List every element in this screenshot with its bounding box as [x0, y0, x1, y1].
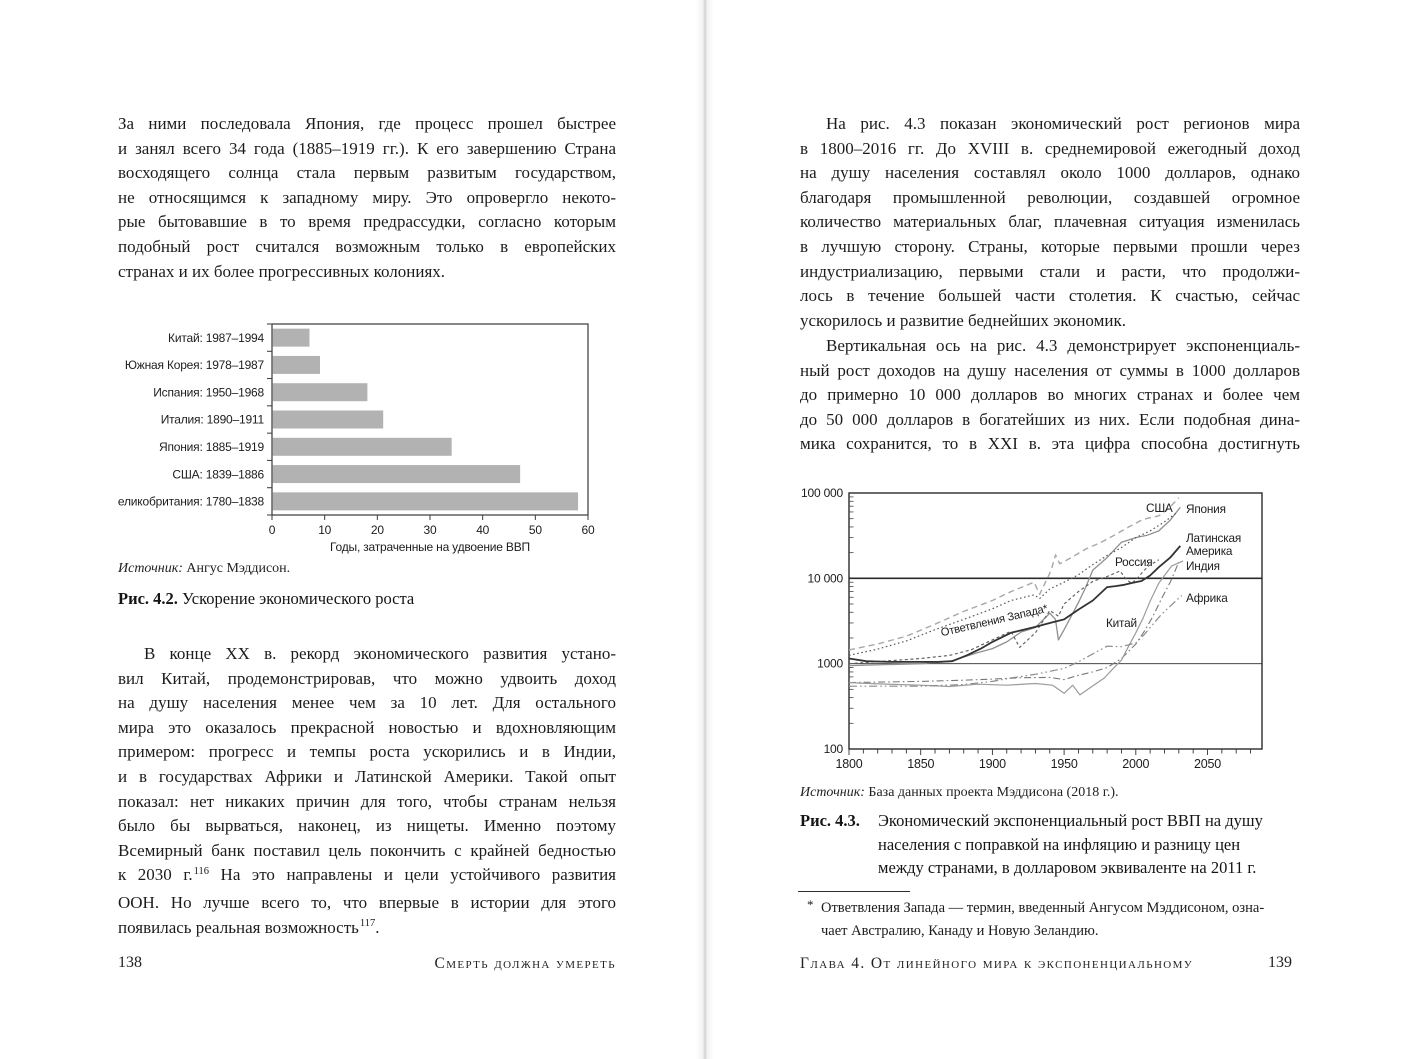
text-line: мика сохранится, то в XXI в. эта цифра способна достигнуть: [800, 434, 1300, 454]
text-line: чает Австралию, Канаду и Новую Зеландию.: [821, 922, 1099, 939]
svg-text:Россия: Россия: [1115, 555, 1153, 569]
svg-text:Латинская: Латинская: [1186, 531, 1242, 545]
svg-text:Италия: 1890–1911: Италия: 1890–1911: [160, 412, 264, 427]
figure-4-2-caption: [118, 587, 616, 611]
text-line: ускорилось и развитие беднейших экономик.: [800, 310, 1126, 330]
text-line: появилась реальная возможность$^{117}$.: [118, 917, 380, 937]
svg-text:30: 30: [423, 523, 437, 537]
figure-4-2-source: [118, 561, 290, 577]
text-line: лось в течение большей части столетия. К счастью, сейчас: [800, 286, 1300, 306]
svg-text:10: 10: [318, 523, 332, 537]
svg-text:100: 100: [823, 742, 843, 756]
page-number-left: 138: [118, 954, 142, 971]
svg-text:США: США: [1146, 501, 1173, 515]
footnote-reference: 116: [193, 865, 210, 877]
running-title-right: Глава 4. От линейного мира к экспоненциальному: [800, 955, 1194, 972]
text-line: до примерно 10 000 долларов во многих странах и более чем: [800, 385, 1300, 405]
svg-text:20: 20: [370, 523, 384, 537]
source-text: База данных проекта Мэддисона (2018 г.).: [864, 785, 1119, 800]
line-chart-svg: [795, 485, 1295, 785]
text-line: Вертикальная ось на рис. 4.3 демонстрирует экспоненциаль-: [826, 336, 1300, 355]
svg-text:1800: 1800: [835, 757, 863, 771]
text-line: на душу населения составлял около 1000 долларов, однако: [800, 163, 1300, 183]
bar-4: [273, 438, 452, 456]
text-line: было бы вырваться, наконец, из нищеты. Именно поэтому: [118, 816, 616, 836]
figure-4-3-caption: [800, 809, 1305, 880]
source-label: Источник:: [118, 561, 183, 576]
right-paragraph-1: [800, 112, 1300, 333]
svg-text:40: 40: [476, 523, 490, 537]
text-line: в лучшую сторону. Страны, которые первыми прошли через: [800, 236, 1300, 256]
svg-text:1000: 1000: [817, 656, 843, 671]
rotated-series-label: Ответвления Запада*: [939, 602, 1049, 640]
svg-text:1900: 1900: [978, 757, 1006, 771]
text-line: не относящимся к западному миру. Это опровергло некото-: [118, 187, 616, 207]
svg-text:Великобритания: 1780–1838: Великобритания: 1780–1838: [118, 494, 264, 509]
text-line: вил Китай, продемонстрировав, что можно удвоить доход: [118, 668, 616, 688]
right-page: [705, 0, 1410, 1059]
svg-text:Япония: 1885–1919: Япония: 1885–1919: [159, 439, 264, 454]
caption-text: [878, 809, 1263, 880]
text-line: и занял всего 34 года (1885–1919 гг.). К его завершению Страна: [118, 138, 616, 158]
svg-text:США: 1839–1886: США: 1839–1886: [172, 467, 264, 482]
bar-1: [273, 356, 320, 374]
left-paragraph-2: [118, 642, 616, 943]
text-line: ный рост доходов на душу населения от суммы в 1000 долларов: [800, 360, 1300, 380]
text-line: На рис. 4.3 показан экономический рост регионов мира: [826, 114, 1300, 133]
svg-text:Япония: Япония: [1186, 502, 1226, 516]
footnote-text: [821, 897, 1323, 942]
svg-text:100 000: 100 000: [801, 486, 843, 500]
svg-text:1850: 1850: [907, 757, 935, 771]
text-line: За ними последовала Япония, где процесс прошел быстрее: [118, 114, 616, 133]
footnote-reference: 117: [359, 918, 376, 930]
text-line: рые бытовавшие в то время предрассудки, согласно которым: [118, 212, 616, 232]
right-paragraph-2: [800, 334, 1300, 457]
running-title-left: Смерть должна умереть: [434, 955, 616, 972]
bar-2: [273, 383, 368, 401]
text-line: восходящего солнца стала первым развитым государством,: [118, 163, 616, 183]
svg-text:2050: 2050: [1193, 757, 1222, 771]
left-paragraph-1: [118, 112, 616, 284]
svg-text:1950: 1950: [1050, 757, 1078, 771]
caption-label: Рис. 4.2.: [118, 589, 178, 608]
footnote-rule: [798, 891, 910, 892]
text-line: между странами, в долларовом эквиваленте на 2011 г.: [878, 858, 1257, 877]
bar-5: [273, 465, 521, 483]
text-line: В конце XX в. рекорд экономического развития устано-: [144, 644, 616, 663]
source-text: Ангус Мэддисон.: [182, 561, 291, 576]
text-line: Всемирный банк поставил цель покончить с крайней бедностью: [118, 840, 616, 860]
caption-text: Ускорение экономического роста: [177, 589, 415, 608]
svg-text:Африка: Африка: [1186, 591, 1228, 605]
svg-text:Южная Корея: 1978–1987: Южная Корея: 1978–1987: [124, 358, 264, 373]
svg-text:Индия: Индия: [1186, 559, 1220, 573]
svg-text:50: 50: [528, 523, 542, 537]
text-line: населения с поправкой на инфляцию и разницу цен: [878, 834, 1241, 854]
bar-6: [273, 492, 578, 510]
text-line: количество материальных благ, плачевная ситуация изменилась: [800, 212, 1300, 232]
svg-text:Годы, затраченные на удвоение: Годы, затраченные на удвоение ВВП: [330, 540, 530, 554]
text-line: до 50 000 долларов в богатейших из них. Если подобная дина-: [800, 409, 1300, 429]
text-line: Ответвления Запада — термин, введенный Ангусом Мэддисоном, озна-: [821, 900, 1265, 916]
text-line: показал: нет никаких причин для того, чтобы странам нельзя: [118, 791, 616, 811]
text-line: странах и их более прогрессивных колониях.: [118, 261, 446, 281]
text-line: примером: прогресс и темпы роста ускорились и в Индии,: [118, 742, 616, 762]
bar-3: [273, 411, 384, 429]
svg-text:10 000: 10 000: [807, 571, 843, 586]
svg-text:0: 0: [268, 523, 276, 537]
text-line: в 1800–2016 гг. До XVIII в. среднемировой ежегодный доход: [800, 138, 1300, 158]
text-line: на душу населения менее чем за 10 лет. Для остального: [118, 693, 616, 713]
svg-text:Америка: Америка: [1186, 544, 1233, 558]
svg-text:Китай: 1987–1994: Китай: 1987–1994: [168, 330, 264, 345]
caption-label: Рис. 4.3.: [800, 811, 860, 830]
text-line: к 2030 г.$^{116}$ На это направлены и цели устойчивого развития: [118, 865, 616, 885]
figure-4-3-source: [800, 785, 1119, 801]
svg-text:60: 60: [581, 523, 595, 537]
page-number-right: 139: [1268, 954, 1292, 971]
text-line: и в государствах Африки и Латинской Америки. Такой опыт: [118, 766, 616, 786]
text-line: благодаря промышленной революции, создавшей огромное: [800, 187, 1300, 207]
svg-text:Испания: 1950–1968: Испания: 1950–1968: [153, 385, 264, 400]
figure-4-2-bar-chart: [118, 318, 622, 564]
bar-0: [273, 329, 310, 347]
footnote-marker: *: [807, 897, 814, 912]
figure-4-3-line-chart: [795, 485, 1295, 785]
footnote: [800, 897, 1323, 942]
text-line: подобный рост считался возможным только в европейских: [118, 236, 616, 256]
text-line: мира это оказалось прекрасной новостью и вдохновляющим: [118, 717, 616, 737]
svg-text:Китай: Китай: [1106, 616, 1137, 630]
text-line: индустриализацию, первыми стали и расти, что продолжи-: [800, 261, 1300, 281]
bar-chart-svg: [118, 318, 622, 564]
source-label: Источник:: [800, 785, 865, 800]
svg-text:2000: 2000: [1122, 757, 1150, 771]
text-line: ООН. Но лучше всего то, что впервые в истории для этого: [118, 892, 616, 912]
text-line: Экономический экспоненциальный рост ВВП на душу: [878, 811, 1263, 830]
